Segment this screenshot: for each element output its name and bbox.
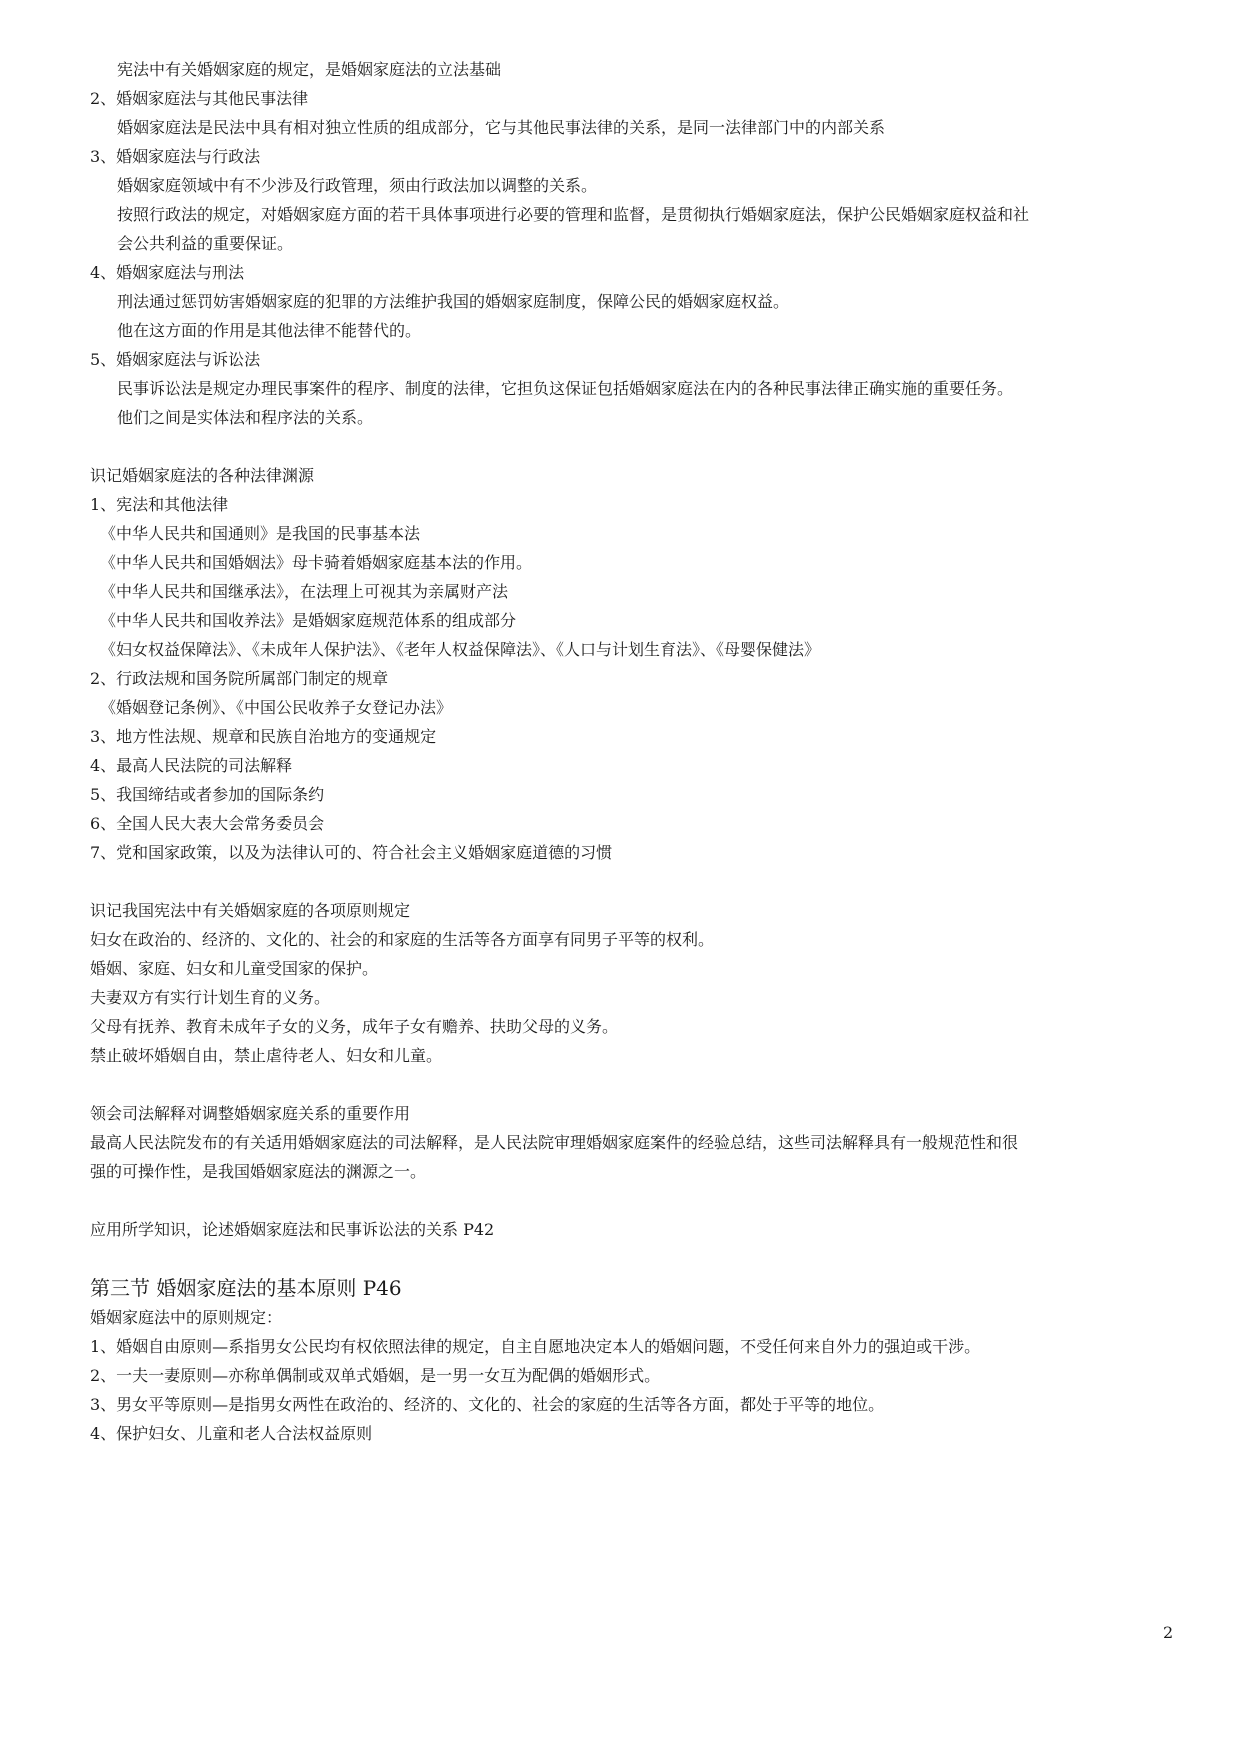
numbered-heading: 3、地方性法规、规章和民族自治地方的变通规定 (90, 727, 437, 746)
numbered-heading: 1、婚姻自由原则—系指男女公民均有权依照法律的规定，自主自愿地决定本人的婚姻问题，不受任何来自外力的强迫或干涉。 (90, 1337, 981, 1356)
text-line: 父母有抚养、教育未成年子女的义务，成年子女有赡养、扶助父母的义务。 (90, 1017, 619, 1036)
section-title: 领会司法解释对调整婚姻家庭关系的重要作用 (90, 1104, 411, 1123)
numbered-heading: 1、宪法和其他法律 (90, 495, 229, 514)
page-number: 2 (1163, 1623, 1174, 1642)
text-line: 婚姻家庭法是民法中具有相对独立性质的组成部分，它与其他民事法律的关系，是同一法律部门中的内部关系 (117, 118, 886, 137)
text-line: 他在这方面的作用是其他法律不能替代的。 (117, 321, 422, 340)
text-line: 宪法中有关婚姻家庭的规定，是婚姻家庭法的立法基础 (117, 60, 502, 79)
law-title-line: 《中华人民共和国婚姻法》母卡骑着婚姻家庭基本法的作用。 (100, 553, 533, 572)
law-title-line: 《中华人民共和国继承法》，在法理上可视其为亲属财产法 (100, 582, 509, 601)
law-title-line: 《中华人民共和国收养法》是婚姻家庭规范体系的组成部分 (100, 611, 517, 630)
text-line: 婚姻、家庭、妇女和儿童受国家的保护。 (90, 959, 379, 978)
text-line: 刑法通过惩罚妨害婚姻家庭的犯罪的方法维护我国的婚姻家庭制度，保障公民的婚姻家庭权益。 (117, 292, 790, 311)
numbered-heading: 4、保护妇女、儿童和老人合法权益原则 (90, 1424, 373, 1443)
text-line: 强的可操作性，是我国婚姻家庭法的渊源之一。 (90, 1162, 427, 1181)
text-line: 民事诉讼法是规定办理民事案件的程序、制度的法律，它担负这保证包括婚姻家庭法在内的各种民事法律正确实施的重要任务。 (117, 379, 1014, 398)
numbered-heading: 6、全国人民大表大会常务委员会 (90, 814, 325, 833)
section-title: 识记我国宪法中有关婚姻家庭的各项原则规定 (90, 901, 411, 920)
numbered-heading: 5、我国缔结或者参加的国际条约 (90, 785, 325, 804)
text-line: 妇女在政治的、经济的、文化的、社会的和家庭的生活等各方面享有同男子平等的权利。 (90, 930, 715, 949)
text-line: 婚姻家庭领域中有不少涉及行政管理，须由行政法加以调整的关系。 (117, 176, 598, 195)
numbered-heading: 3、男女平等原则—是指男女两性在政治的、经济的、文化的、社会的家庭的生活等各方面，都处于平等的地位。 (90, 1395, 885, 1414)
numbered-heading: 2、行政法规和国务院所属部门制定的规章 (90, 669, 389, 688)
chapter-heading: 第三节 婚姻家庭法的基本原则 P46 (90, 1276, 402, 1300)
section-title: 应用所学知识，论述婚姻家庭法和民事诉讼法的关系 P42 (90, 1220, 495, 1239)
text-line: 最高人民法院发布的有关适用婚姻家庭法的司法解释，是人民法院审理婚姻家庭案件的经验总结，这些司法解释具有一般规范性和很 (90, 1133, 1019, 1152)
numbered-heading: 4、婚姻家庭法与刑法 (90, 263, 245, 282)
text-line: 他们之间是实体法和程序法的关系。 (117, 408, 374, 427)
numbered-heading: 2、婚姻家庭法与其他民事法律 (90, 89, 309, 108)
text-line: 婚姻家庭法中的原则规定： (90, 1308, 283, 1327)
numbered-heading: 5、婚姻家庭法与诉讼法 (90, 350, 261, 369)
law-title-line: 《妇女权益保障法》、《未成年人保护法》、《老年人权益保障法》、《人口与计划生育法》、《母婴保健法》 (100, 640, 821, 659)
section-title: 识记婚姻家庭法的各种法律渊源 (90, 466, 315, 485)
text-line: 会公共利益的重要保证。 (117, 234, 294, 253)
numbered-heading: 7、党和国家政策，以及为法律认可的、符合社会主义婚姻家庭道德的习惯 (90, 843, 613, 862)
law-title-line: 《婚姻登记条例》、《中国公民收养子女登记办法》 (100, 698, 453, 717)
numbered-heading: 4、最高人民法院的司法解释 (90, 756, 293, 775)
numbered-heading: 2、一夫一妻原则—亦称单偶制或双单式婚姻，是一男一女互为配偶的婚姻形式。 (90, 1366, 661, 1385)
numbered-heading: 3、婚姻家庭法与行政法 (90, 147, 261, 166)
text-line: 按照行政法的规定，对婚姻家庭方面的若干具体事项进行必要的管理和监督，是贯彻执行婚姻家庭法，保护公民婚姻家庭权益和社 (117, 205, 1030, 224)
law-title-line: 《中华人民共和国通则》是我国的民事基本法 (100, 524, 421, 543)
text-line: 禁止破坏婚姻自由，禁止虐待老人、妇女和儿童。 (90, 1046, 443, 1065)
text-line: 夫妻双方有实行计划生育的义务。 (90, 988, 331, 1007)
